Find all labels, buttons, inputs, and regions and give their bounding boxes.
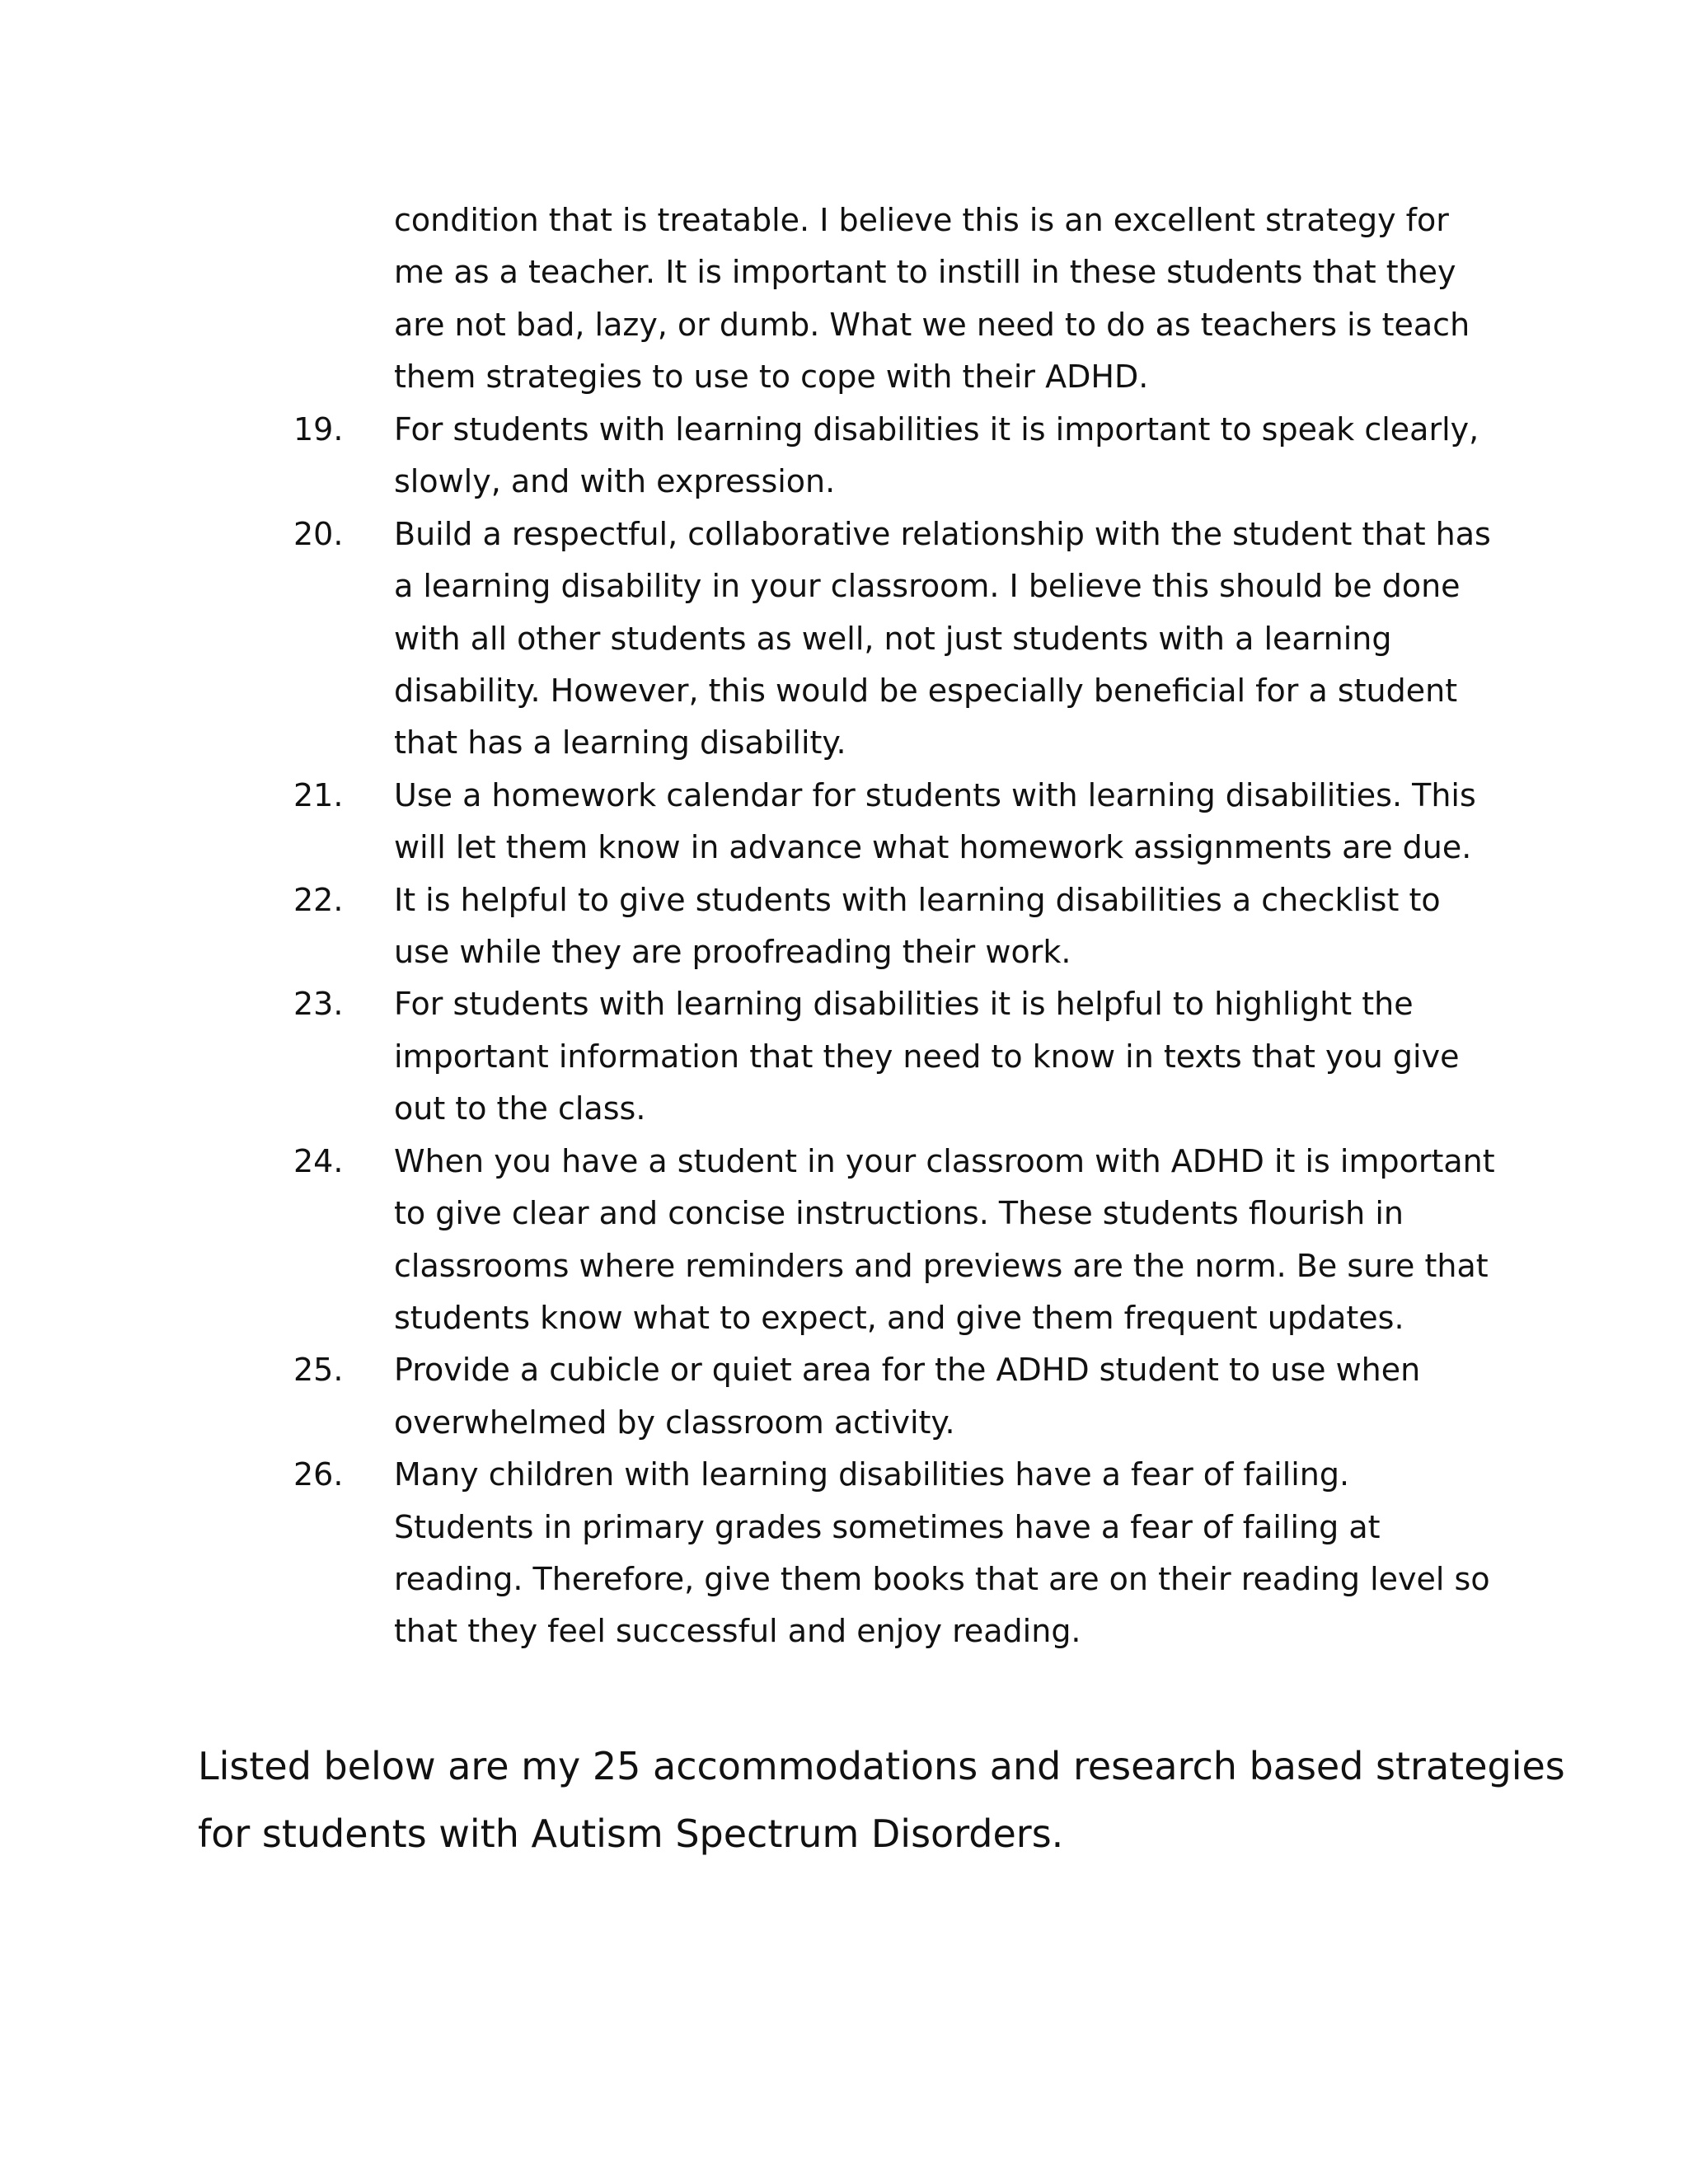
item-number: 23. — [293, 986, 344, 1023]
text-line: Listed below are my 25 accommodations and research based strategies — [198, 1744, 1565, 1788]
text-line: are not bad, lazy, or dumb. What we need to do as teachers is teach — [394, 306, 1470, 343]
text-line: Provide a cubicle or quiet area for the ADHD student to use when — [394, 1352, 1421, 1389]
text-line: Students in primary grades sometimes have a fear of failing at — [394, 1508, 1381, 1545]
item-text — [394, 978, 1497, 1135]
text-line: Use a homework calendar for students with learning disabilities. This — [394, 776, 1476, 813]
list-item-21 — [293, 770, 1497, 874]
text-line: them strategies to use to cope with their ADHD. — [394, 359, 1149, 396]
item-number: 20. — [293, 515, 344, 552]
text-line: to give clear and concise instructions. These students flourish in — [394, 1195, 1404, 1232]
item-text — [394, 404, 1497, 509]
strategy-list — [293, 404, 1497, 1658]
text-line: disability. However, this would be especially beneficial for a student — [394, 673, 1458, 710]
item-text — [394, 874, 1497, 979]
text-line: for students with Autism Spectrum Disorders. — [198, 1811, 1064, 1856]
list-item-22 — [293, 874, 1497, 979]
item-text — [394, 770, 1497, 874]
item-text — [394, 509, 1497, 770]
text-line: overwhelmed by classroom activity. — [394, 1404, 955, 1441]
item-number: 25. — [293, 1352, 344, 1389]
text-line: students know what to expect, and give them frequent updates. — [394, 1299, 1404, 1336]
continued-paragraph — [394, 194, 1490, 404]
list-item-23 — [293, 978, 1497, 1135]
item-number: 19. — [293, 411, 344, 448]
text-line: that they feel successful and enjoy reading. — [394, 1613, 1081, 1650]
list-item-24 — [293, 1136, 1497, 1345]
text-line: Many children with learning disabilities have a fear of failing. — [394, 1456, 1350, 1493]
item-number: 24. — [293, 1142, 344, 1179]
item-text — [394, 1344, 1497, 1449]
item-number: 21. — [293, 776, 344, 813]
item-text — [394, 1449, 1497, 1658]
text-line: important information that they need to know in texts that you give — [394, 1038, 1460, 1075]
text-line: condition that is treatable. I believe this is an excellent strategy for — [394, 202, 1449, 238]
closing-paragraph — [198, 1732, 1565, 1868]
list-item-26 — [293, 1449, 1497, 1658]
text-line: slowly, and with expression. — [394, 463, 836, 500]
text-line: me as a teacher. It is important to instill in these students that they — [394, 254, 1456, 291]
text-line: When you have a student in your classroom with ADHD it is important — [394, 1142, 1495, 1179]
list-item-20 — [293, 509, 1497, 770]
list-item-25 — [293, 1344, 1497, 1449]
item-number: 22. — [293, 881, 344, 918]
text-line: will let them know in advance what homework assignments are due. — [394, 829, 1472, 866]
text-line: It is helpful to give students with learning disabilities a checklist to — [394, 881, 1441, 918]
text-line: a learning disability in your classroom. I believe this should be done — [394, 568, 1461, 605]
text-line: that has a learning disability. — [394, 724, 846, 762]
text-line: use while they are proofreading their work. — [394, 934, 1071, 971]
text-line: For students with learning disabilities it is important to speak clearly, — [394, 411, 1479, 448]
text-line: out to the class. — [394, 1090, 646, 1127]
text-line: with all other students as well, not just students with a learning — [394, 620, 1392, 657]
item-text — [394, 1136, 1497, 1345]
text-line: For students with learning disabilities it is helpful to highlight the — [394, 986, 1414, 1023]
item-number: 26. — [293, 1456, 344, 1493]
text-line: Build a respectful, collaborative relationship with the student that has — [394, 515, 1491, 552]
text-line: classrooms where reminders and previews are the norm. Be sure that — [394, 1247, 1489, 1284]
text-line: reading. Therefore, give them books that are on their reading level so — [394, 1560, 1490, 1597]
list-item-19 — [293, 404, 1497, 509]
